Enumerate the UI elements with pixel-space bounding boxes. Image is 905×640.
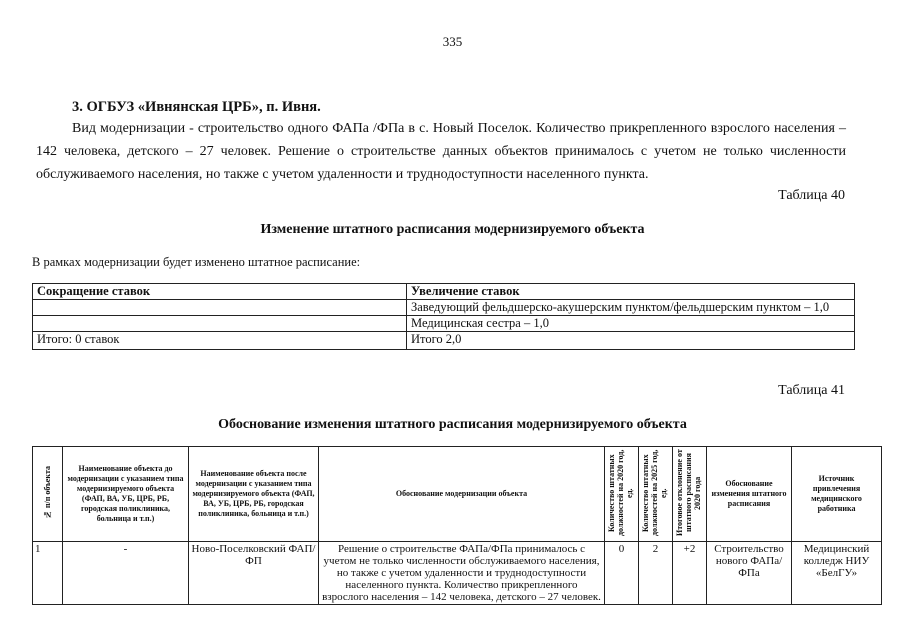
column-header-before: Наименование объекта до модернизации с указанием типа модернизируемого объекта (ФАП, ВА, УБ, ЦРБ, РБ, городская поликлиника, больница и т.п.): [63, 447, 189, 542]
cell-staff-2020: 0: [605, 542, 639, 605]
staff-change-table: [32, 283, 855, 350]
column-header-source: Источник привлечения медицинского работника: [792, 447, 882, 542]
table-row: [33, 542, 882, 605]
table-cell: [33, 300, 407, 316]
cell-change-reason: Строительство нового ФАПа/ФПа: [707, 542, 792, 605]
table-40-intro: В рамках модернизации будет изменено штатное расписание:: [32, 255, 361, 269]
table-row: [33, 316, 855, 332]
table-41-label: Таблица 41: [778, 383, 845, 398]
column-header-change-reason: Обоснование изменения штатного расписания: [707, 447, 792, 542]
column-header-staff-2025: Количество штатных должностей на 2025 год, ед.: [639, 447, 673, 542]
section-paragraph: Вид модернизации - строительство одного ФАПа /ФПа в с. Новый Поселок. Количество прикрепленного взрослого населения – 142 человека, детского – 27 человек. Решение о строительстве данных объектов принималось с учетом не только численности обслуживаемого населения, но также с учетом удаленности и труднодоступности населенного пункта.: [36, 121, 846, 182]
table-cell: [33, 316, 407, 332]
cell-justification: Решение о строительстве ФАПа/ФПа принималось с учетом не только численности обслуживаемого населения, но также с учетом удаленности и труднодоступности населенного пункта. Количество прикрепленного взрослого населения – 142 человека, детского – 27 человек.: [319, 542, 605, 605]
cell-staff-2025: 2: [639, 542, 673, 605]
column-header-reduction: Сокращение ставок: [33, 284, 407, 300]
table-header-row: [33, 284, 855, 300]
total-reduction: Итого: 0 ставок: [33, 332, 407, 350]
column-header-staff-2020: Количество штатных должностей на 2020 год, ед.: [605, 447, 639, 542]
column-header-after: Наименование объекта после модернизации с указанием типа модернизируемого объекта (ФАП, ВА, УБ, ЦРБ, РБ, городская поликлиника, больница и т.п.): [189, 447, 319, 542]
table-41-title: Обоснование изменения штатного расписания модернизируемого объекта: [218, 417, 687, 432]
table-header-row: [33, 447, 882, 542]
cell-after: Ново-Поселковский ФАП/ФП: [189, 542, 319, 605]
section-heading: 3. ОГБУЗ «Ивнянская ЦРБ», п. Ивня.: [72, 99, 321, 115]
page-number: 335: [442, 34, 463, 49]
cell-before: -: [63, 542, 189, 605]
total-increase: Итого 2,0: [407, 332, 855, 350]
cell-source: Медицинский колледж НИУ «БелГУ»: [792, 542, 882, 605]
table-cell: Медицинская сестра – 1,0: [407, 316, 855, 332]
table-row: [33, 300, 855, 316]
column-header-increase: Увеличение ставок: [407, 284, 855, 300]
cell-deviation: +2: [673, 542, 707, 605]
table-40-label: Таблица 40: [778, 188, 845, 203]
justification-table: [32, 446, 882, 605]
column-header-deviation: Итоговое отклонение от штатного расписания 2020 года: [673, 447, 707, 542]
cell-number: 1: [33, 542, 63, 605]
column-header-number: № п/п объекта: [33, 447, 63, 542]
table-40-title: Изменение штатного расписания модернизируемого объекта: [260, 222, 645, 237]
column-header-justification: Обоснование модернизации объекта: [319, 447, 605, 542]
table-cell: Заведующий фельдшерско-акушерским пунктом/фельдшерским пунктом – 1,0: [407, 300, 855, 316]
table-total-row: [33, 332, 855, 350]
